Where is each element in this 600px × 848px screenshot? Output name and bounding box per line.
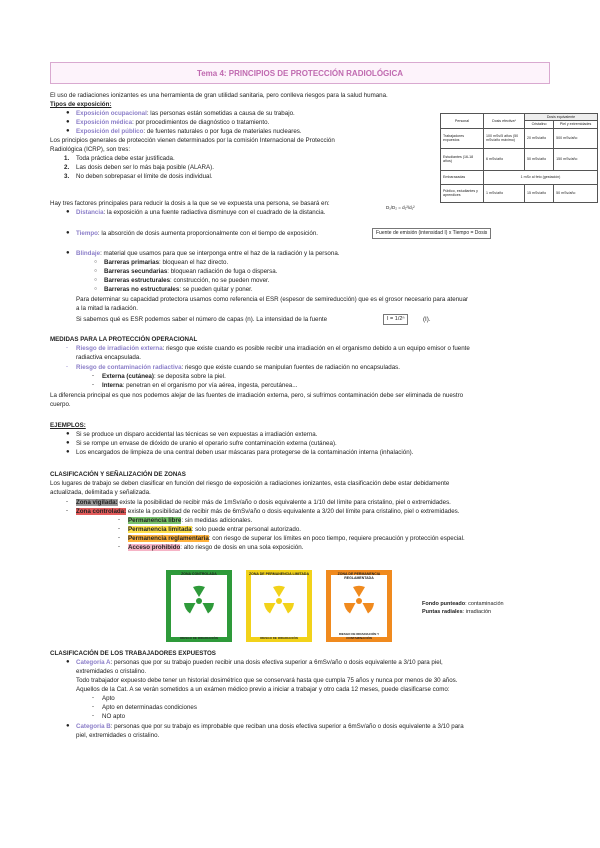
tipo-item: Exposición ocupacional: las personas están sometidas a causa de su trabajo.	[76, 110, 295, 117]
dash-bullet-icon: -	[118, 526, 120, 532]
table-row	[441, 184, 598, 202]
dash-bullet-icon: -	[118, 544, 120, 550]
table-cell: 20 mSv/año	[525, 128, 554, 148]
table-row	[441, 148, 598, 170]
bullet-icon: ●	[66, 230, 70, 236]
table-super-header: Dosis equivalente	[525, 114, 598, 121]
sign-top-label: ZONA DE PERMANENCIA LIMITADA	[249, 572, 309, 576]
trefoil-icon	[183, 585, 215, 617]
dash-bullet-icon: -	[66, 508, 68, 514]
dash-bullet-icon: -	[92, 373, 94, 379]
principios-line: Los principios generales de protección vienen determinados por la comisión Internacional de Protección	[50, 137, 335, 144]
distance-formula: D₁/D₂ = d₂²/d₁²	[383, 203, 418, 212]
table-cell: Embarazadas	[441, 170, 484, 184]
bullet-icon: ●	[66, 431, 70, 437]
capas-line: Si sabemos qué es ESR podemos saber el número de capas (n). La intensidad de la fuente	[76, 316, 328, 323]
table-cell: 1 mSv/año	[484, 184, 525, 202]
riesgo-externo-cont: radiactiva encapsulada.	[76, 354, 142, 361]
table-row	[441, 128, 598, 148]
factores-intro: Hay tres factores principales para reducir la dosis a la que se ve expuesta una persona, se basará en:	[50, 200, 330, 207]
legend-fondo: Fondo punteado: contaminación	[422, 601, 504, 607]
table-cell: 150 mSv/año	[554, 148, 598, 170]
bullet-icon: ●	[66, 659, 70, 665]
legend-puntas: Puntas radiales: irradiación	[422, 609, 492, 615]
dash-bullet-icon: -	[92, 704, 94, 710]
page-title: Tema 4: PRINCIPIOS DE PROTECCIÓN RADIOLÓGICA	[196, 69, 404, 78]
sign-top-label: ZONA DE PERMANENCIA REGLAMENTADA	[337, 572, 381, 580]
zona-vigilada: Zona vigilada: existe la posibilidad de recibir más de 1mSv/año o dosis equivalente a 1/10 del límite para cristalino, piel o extremidades.	[76, 499, 451, 506]
ejemplo-item: Los encargados de limpieza de una central deben usar máscaras para protegerse de la contaminación interna (inhalación).	[76, 449, 414, 456]
categoria-b-cont: piel, extremidades o cristalino.	[76, 732, 160, 739]
bullet-icon: ●	[66, 110, 70, 116]
barrera-item: Barreras secundarias: bloquean radiación de fuga o dispersa.	[104, 268, 278, 275]
table-header: Piel y extremidades	[554, 121, 598, 128]
sign-bottom-label: RIESGO DE IRRADIACIÓN Y CONTAMINACIÓN	[338, 632, 380, 640]
zonas-intro: actualizada, delimitada y señalizada.	[50, 489, 151, 496]
table-cell: Trabajadores expuestos	[441, 128, 484, 148]
ejemplos-heading: EJEMPLOS:	[50, 422, 86, 429]
factor-blindaje: Blindaje: material que usamos para que se interponga entre el haz de la radiación y la persona.	[76, 250, 340, 257]
sign-zona-controlada	[166, 570, 232, 642]
table-cell: 6 mSv/año	[484, 148, 525, 170]
tipos-heading: Tipos de exposición:	[50, 101, 112, 108]
principio-text: Toda práctica debe estar justificada.	[76, 155, 175, 162]
dash-bullet-icon: -	[118, 535, 120, 541]
circle-bullet-icon: ○	[94, 259, 98, 265]
examen-text: Aquellos de la Cat. A se verán sometidos a un exámen médico previo a iniciar a trabajar y otro cada 12 meses, puede clasificarse como:	[76, 686, 450, 693]
diferencia-line: cuerpo.	[50, 401, 71, 408]
contaminacion-tipo: Interna: penetran en el organismo por vía aérea, ingesta, percutánea...	[102, 382, 298, 389]
principio-num: 3.	[64, 173, 70, 180]
esr-line: Para determinar su capacidad protectora usamos como referencia el ESR (espesor de semireducción) que es el grosor necesario para atenuar	[76, 296, 469, 303]
table-cell: 1 mSv al feto (gestación)	[484, 170, 598, 184]
capas-end: (I).	[423, 316, 431, 323]
table-header: Dosis efectiva*	[484, 114, 525, 129]
tipo-item: Exposición del público: de fuentes naturales o por fuga de materiales nucleares.	[76, 128, 302, 135]
circle-bullet-icon: ○	[94, 268, 98, 274]
dash-bullet-icon: -	[92, 713, 94, 719]
permanencia-item: Permanencia reglamentaria: con riesgo de superar los límites en poco tiempo, requiere precaución y protección especial.	[128, 535, 465, 542]
bullet-icon: ●	[66, 128, 70, 134]
esr-line: a la mitad la radiación.	[76, 305, 138, 312]
table-row	[441, 170, 598, 184]
sign-bottom-label: RIESGO DE IRRADIACIÓN	[180, 635, 218, 640]
circle-bullet-icon: ○	[94, 277, 98, 283]
categoria-b: Categoría B: personas que por su trabajo es improbable que reciban una dosis efectiva superior a 6mSv/año o dosis equivalente a 3/10 para	[76, 723, 464, 730]
table-cell: Estudiantes (16-18 años)	[441, 148, 484, 170]
categoria-a-cont: extremidades o cristalino.	[76, 668, 147, 675]
bullet-icon: ●	[66, 119, 70, 125]
permanencia-item: Permanencia limitada: solo puede entrar personal autorizado.	[128, 526, 302, 533]
sign-permanencia-limitada	[246, 570, 312, 642]
riesgo-externo: Riesgo de irradiación externa: riesgo que existe cuando es posible recibir una irradiación en el organismo debido a un equipo emisor o fuente	[76, 345, 470, 352]
contaminacion-tipo: Externa (cutánea): se deposita sobre la piel.	[102, 373, 226, 380]
riesgo-contaminacion: Riesgo de contaminación radiactiva: riesgo que existe cuando se manipulan fuentes de radiación no encapsuladas.	[76, 364, 400, 371]
table-cell: 15 mSv/año	[525, 184, 554, 202]
zona-controlada: Zona controlada: existe la posibilidad de recibir más de 6mSv/año o dosis equivalente a 3/20 del límite para cristalino, piel o extremidades.	[76, 508, 460, 515]
sign-permanencia-reglamentada	[326, 570, 392, 642]
table-cell: 100 mSv/5 años (50 mSv/año máximo)	[484, 128, 525, 148]
principio-text: No deben sobrepasar el límite de dosis individual.	[76, 173, 213, 180]
table-cell: 50 mSv/año	[525, 148, 554, 170]
title-banner	[50, 62, 550, 84]
zonas-heading: CLASIFICACIÓN Y SEÑALIZACIÓN DE ZONAS	[50, 471, 186, 478]
table-header: Personal	[441, 114, 484, 129]
bullet-icon: ●	[66, 440, 70, 446]
factor-distancia: Distancia: la exposición a una fuente radiactiva disminuye con el cuadrado de la distancia.	[76, 209, 326, 216]
bullet-icon: ●	[66, 723, 70, 729]
bullet-icon: ●	[66, 449, 70, 455]
dash-bullet-icon: -	[66, 499, 68, 505]
principios-line: Radiológica (ICRP), son tres:	[50, 146, 131, 153]
dash-bullet-icon: -	[92, 382, 94, 388]
table-cell: Público, estudiantes y aprendices	[441, 184, 484, 202]
principio-num: 2.	[64, 164, 70, 171]
barrera-item: Barreras primarias: bloquean el haz directo.	[104, 259, 229, 266]
trefoil-icon	[343, 585, 375, 617]
trabajadores-heading: CLASIFICACIÓN DE LOS TRABAJADORES EXPUESTOS	[50, 650, 216, 657]
factor-tiempo: Tiempo: la absorción de dosis aumenta proporcionalmente con el tiempo de exposición.	[76, 230, 319, 237]
sign-bottom-label: RIESGO DE IRRADIACIÓN	[260, 635, 298, 640]
barrera-item: Barreras estructurales: construcción, no se pueden mover.	[104, 277, 270, 284]
trefoil-icon	[263, 585, 295, 617]
principio-text: Las dosis deben ser lo más baja posible (ALARA).	[76, 164, 214, 171]
dash-bullet-icon: -	[118, 517, 120, 523]
dash-bullet-icon: -	[66, 345, 68, 351]
time-formula: Fuente de emisión (intensidad I) x Tiempo = Dosis	[372, 228, 491, 239]
aptitud-item: NO apto	[102, 713, 126, 720]
dash-bullet-icon: -	[92, 695, 94, 701]
permanencia-item: Acceso prohibido: alto riesgo de dosis en una sola exposición.	[128, 544, 304, 551]
principio-num: 1.	[64, 155, 70, 162]
permanencia-item: Permanencia libre: sin medidas adicionales.	[128, 517, 253, 524]
historial-text: Todo trabajador expuesto debe tener un historial dosimétrico que se conservará hasta que cumpla 75 años y nunca por menos de 30 años.	[76, 677, 458, 684]
dash-bullet-icon: -	[66, 364, 68, 370]
layers-formula: I = 1/2ⁿ	[383, 314, 408, 325]
ejemplo-item: Si se rompe un envase de dióxido de uranio el operario sufre contaminación externa (cutánea).	[76, 440, 337, 447]
table-cell: 50 mSv/año	[554, 184, 598, 202]
bullet-icon: ●	[66, 209, 70, 215]
tipo-item: Exposición médica: por procedimientos de diagnóstico o tratamiento.	[76, 119, 270, 126]
intro-text: El uso de radiaciones ionizantes es una herramienta de gran utilidad sanitaria, pero conlleva riesgos para la salud humana.	[50, 92, 388, 99]
diferencia-line: La diferencia principal es que nos podemos alejar de las fuentes de irradiación externa, pero, si sufrimos contaminación debe ser eliminada de nuestro	[50, 392, 464, 399]
aptitud-item: Apto en determinadas condiciones	[102, 704, 197, 711]
ejemplo-item: Si se produce un disparo accidental las técnicas se ven expuestas a irradiación externa.	[76, 431, 318, 438]
zonas-intro: Los lugares de trabajo se deben clasificar en función del riesgo de exposición a radiaciones ionizantes, esta clasificación debe estar debidamente	[50, 480, 450, 487]
table-cell: 500 mSv/año	[554, 128, 598, 148]
categoria-a: Categoría A: personas que por su trabajo pueden recibir una dosis efectiva superior a 6mSv/año o dosis equivalente a 3/10 para piel,	[76, 659, 443, 666]
bullet-icon: ●	[66, 250, 70, 256]
medidas-heading: MEDIDAS PARA LA PROTECCIÓN OPERACIONAL	[50, 336, 198, 343]
barrera-item: Barreras no estructurales: se pueden quitar y poner.	[104, 286, 253, 293]
table-header: Cristalino	[525, 121, 554, 128]
sign-top-label: ZONA CONTROLADA	[181, 572, 217, 576]
circle-bullet-icon: ○	[94, 286, 98, 292]
aptitud-item: Apto	[102, 695, 115, 702]
dose-limits-table	[440, 113, 598, 203]
